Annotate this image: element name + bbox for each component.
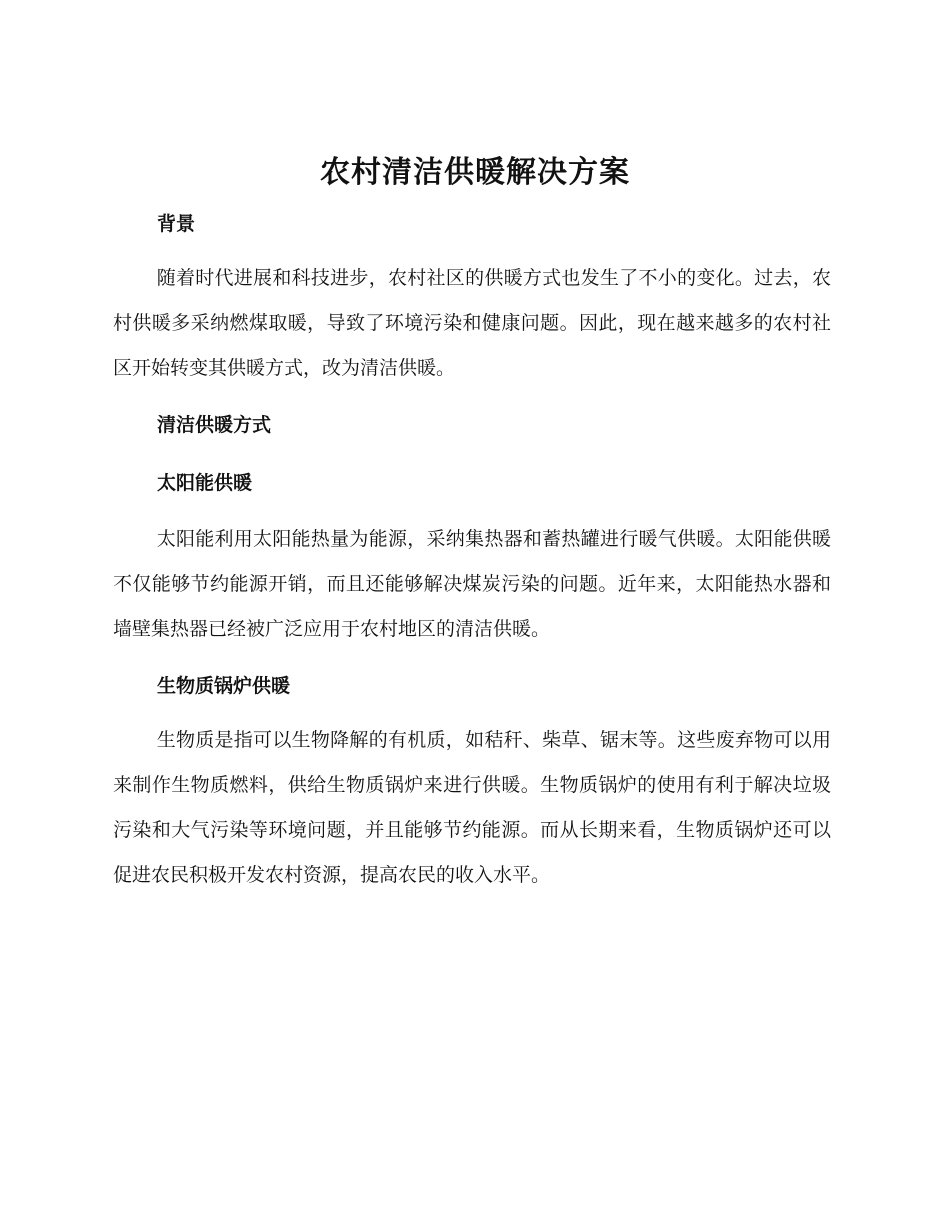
section-heading-solar: 太阳能供暖	[157, 472, 253, 494]
paragraph-biomass: 生物质是指可以生物降解的有机质，如秸秆、柴草、锯末等。这些废弃物可以用来制作生物质燃料，供给生物质锅炉来进行供暖。生物质锅炉的使用有利于解决垃圾污染和大气污染等环境问题，并且能够节约能源。而从长期来看，生物质锅炉还可以促进农民积极开发农村资源，提高农民的收入水平。	[113, 729, 831, 886]
document-title: 农村清洁供暖解决方案	[320, 155, 630, 190]
document-body	[113, 200, 831, 898]
section-heading-biomass: 生物质锅炉供暖	[157, 675, 291, 697]
section-heading-background: 背景	[157, 213, 196, 235]
paragraph-solar: 太阳能利用太阳能热量为能源，采纳集热器和蓄热罐进行暖气供暖。太阳能供暖不仅能够节约能源开销，而且还能够解决煤炭污染的问题。近年来，太阳能热水器和墙壁集热器已经被广泛应用于农村地区的清洁供暖。	[113, 528, 831, 640]
paragraph-background: 随着时代进展和科技进步，农村社区的供暖方式也发生了不小的变化。过去，农村供暖多采纳燃煤取暖，导致了环境污染和健康问题。因此，现在越来越多的农村社区开始转变其供暖方式，改为清洁供暖。	[113, 267, 831, 379]
section-heading-clean-heating: 清洁供暖方式	[157, 414, 272, 436]
